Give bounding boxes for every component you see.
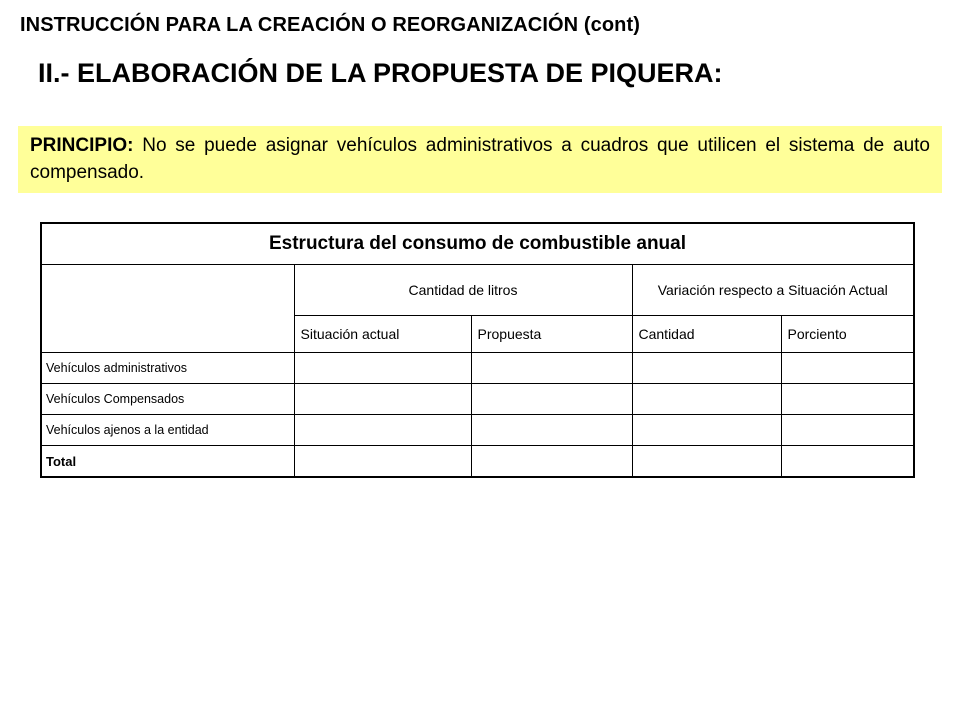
cell-situacion-actual <box>294 415 471 446</box>
section-title: II.- ELABORACIÓN DE LA PROPUESTA DE PIQUERA: <box>38 58 723 88</box>
table-title: Estructura del consumo de combustible anual <box>41 223 914 265</box>
table-row <box>41 384 914 415</box>
table-corner-cell <box>41 265 294 353</box>
cell-cantidad <box>632 446 781 478</box>
header-cantidad: Cantidad <box>632 316 781 353</box>
header-variacion: Variación respecto a Situación Actual <box>632 265 914 316</box>
fuel-consumption-table <box>40 222 915 478</box>
cell-porciento <box>781 446 914 478</box>
cell-propuesta <box>471 446 632 478</box>
cell-situacion-actual <box>294 353 471 384</box>
principle-text: No se puede asignar vehículos administrativos a cuadros que utilicen el sistema de auto compensado. <box>30 135 930 183</box>
header-cantidad-litros: Cantidad de litros <box>294 265 632 316</box>
row-label: Vehículos Compensados <box>41 384 294 415</box>
page-header-title: INSTRUCCIÓN PARA LA CREACIÓN O REORGANIZACIÓN (cont) <box>20 14 640 36</box>
cell-cantidad <box>632 353 781 384</box>
row-label-total: Total <box>41 446 294 478</box>
header-porciento: Porciento <box>781 316 914 353</box>
principle-box <box>18 126 942 193</box>
cell-propuesta <box>471 384 632 415</box>
principle-label: PRINCIPIO: <box>30 135 134 156</box>
header-propuesta: Propuesta <box>471 316 632 353</box>
cell-propuesta <box>471 353 632 384</box>
table-row <box>41 353 914 384</box>
row-label: Vehículos administrativos <box>41 353 294 384</box>
table-row-total <box>41 446 914 478</box>
table-row <box>41 415 914 446</box>
cell-cantidad <box>632 415 781 446</box>
cell-porciento <box>781 384 914 415</box>
cell-situacion-actual <box>294 384 471 415</box>
row-label: Vehículos ajenos a la entidad <box>41 415 294 446</box>
cell-situacion-actual <box>294 446 471 478</box>
cell-propuesta <box>471 415 632 446</box>
cell-porciento <box>781 353 914 384</box>
cell-porciento <box>781 415 914 446</box>
cell-cantidad <box>632 384 781 415</box>
header-situacion-actual: Situación actual <box>294 316 471 353</box>
